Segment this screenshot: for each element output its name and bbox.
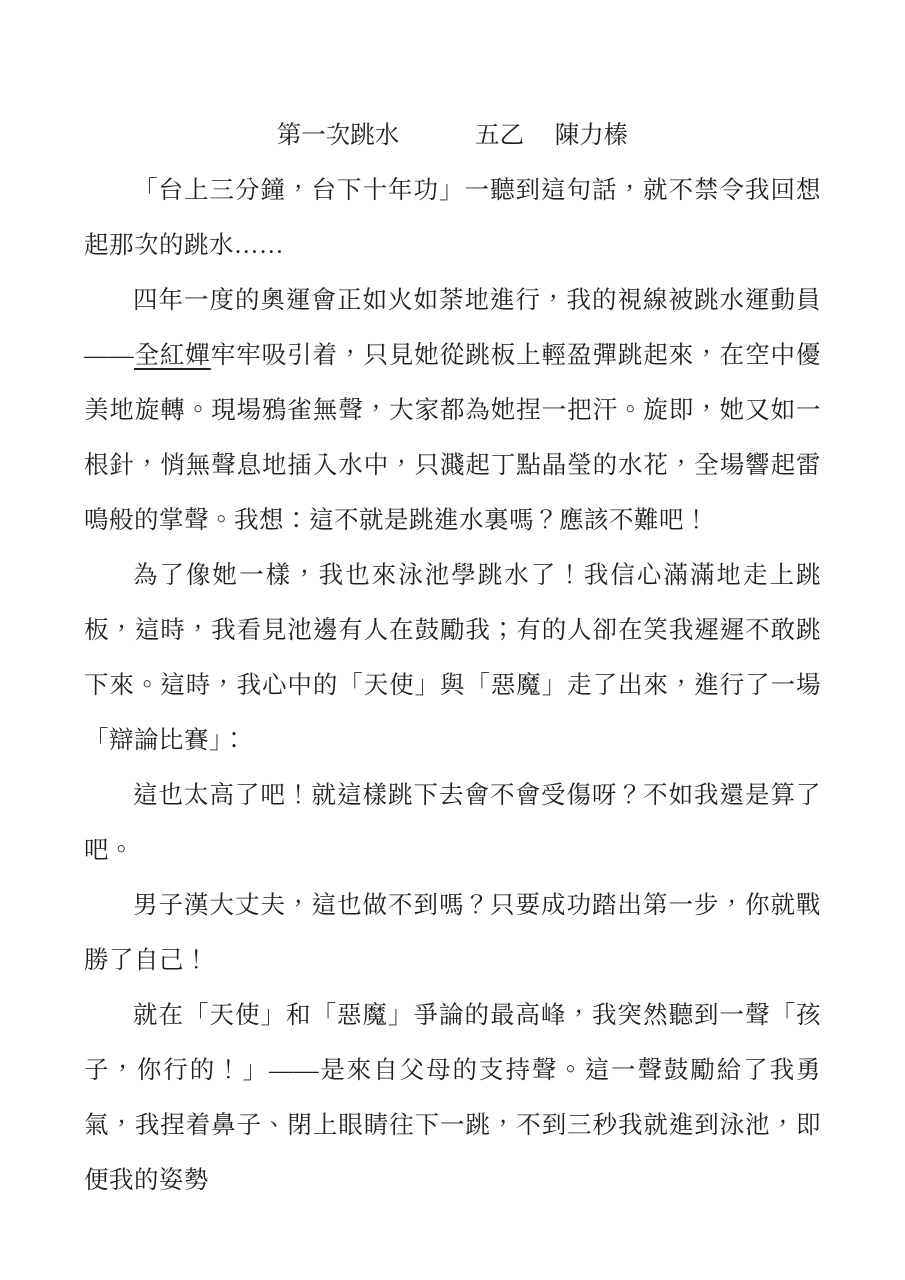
paragraph bbox=[84, 878, 821, 988]
paragraph bbox=[84, 548, 821, 768]
paragraph-text: 為了像她一樣，我也來泳池學跳水了！我信心滿滿地走上跳板，這時，我看見池邊有人在鼓勵我；有的人卻在笑我遲遲不敢跳下來。這時，我心中的「天使」與「惡魔」走了出來，進行了一場「辯論比賽」： bbox=[84, 562, 821, 754]
essay-title-text: 第一次跳水 bbox=[276, 122, 400, 149]
paragraph bbox=[84, 988, 821, 1208]
essay-body bbox=[84, 163, 821, 1208]
paragraph-text: 牢牢吸引着，只見她從跳板上輕盈彈跳起來，在空中優美地旋轉。現場鴉雀無聲，大家都為她捏一把汗。旋即，她又如一根針，悄無聲息地插入水中，只濺起丁點晶瑩的水花，全場響起雷鳴般的掌聲。我想：這不就是跳進水裏嗎？應該不難吧！ bbox=[84, 342, 822, 534]
essay-title bbox=[84, 108, 821, 163]
essay-document bbox=[84, 0, 821, 1208]
paragraph-text: 這也太高了吧！就這樣跳下去會不會受傷呀？不如我還是算了吧。 bbox=[84, 782, 821, 864]
paragraph bbox=[84, 273, 821, 548]
paragraph-text: 四年一度的奧運會正如火如荼地進行，我的視線被跳水運動員—— bbox=[84, 287, 821, 369]
essay-author-name: 陳力榛 bbox=[554, 122, 629, 149]
underlined-text: 全紅嬋 bbox=[134, 342, 211, 369]
essay-class-name: 五乙 bbox=[475, 122, 525, 149]
paragraph-text: 就在「天使」和「惡魔」爭論的最高峰，我突然聽到一聲「孩子，你行的！」——是來自父母的支持聲。這一聲鼓勵給了我勇氣，我捏着鼻子、閉上眼睛往下一跳，不到三秒我就進到泳池，即便我的姿勢 bbox=[84, 1002, 821, 1194]
paragraph bbox=[84, 163, 821, 273]
paragraph-text: 「台上三分鐘，台下十年功」一聽到這句話，就不禁令我回想起那次的跳水…… bbox=[84, 177, 821, 259]
paragraph-text: 男子漢大丈夫，這也做不到嗎？只要成功踏出第一步，你就戰勝了自己！ bbox=[84, 892, 821, 974]
paragraph bbox=[84, 768, 821, 878]
